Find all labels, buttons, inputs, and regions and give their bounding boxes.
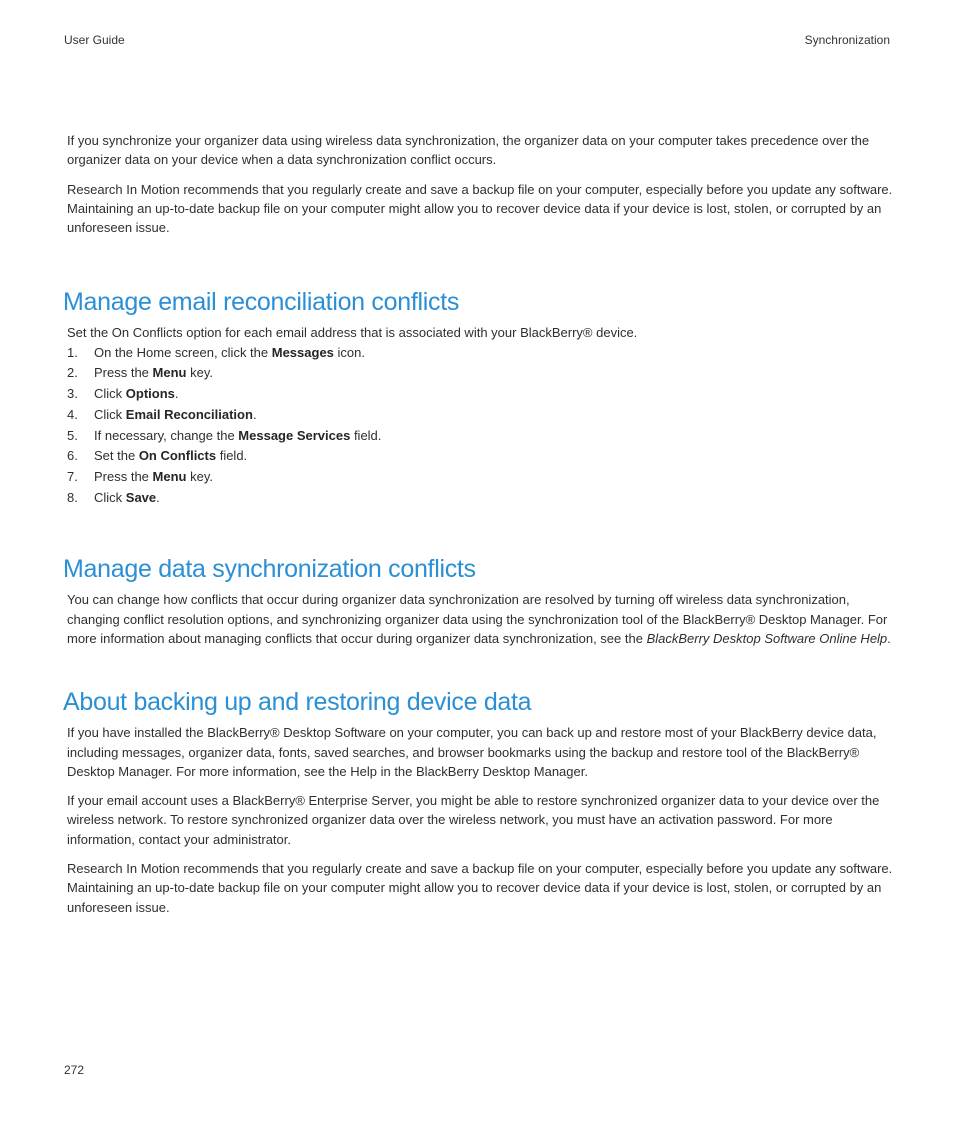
ui-element-name: Options	[125, 386, 175, 402]
step-text: Press the	[94, 365, 153, 381]
step-number: 6.	[67, 448, 78, 464]
backup-paragraph-2: If your email account uses a BlackBerry® Enterprise Server, you might be able to restore synchronized organizer data to your device over the wireless network. To restore synchronized organizer data over the wireless network, you must have an activation password. For more information, contact your administrator.	[67, 793, 880, 847]
list-item	[67, 426, 893, 447]
backup-paragraph-1: If you have installed the BlackBerry® Desktop Software on your computer, you can back up and restore most of your BlackBerry device data, including messages, organizer data, fonts, saved searches, and browser bookmarks using the backup and restore tool of the BlackBerry® Desktop Manager. For more information, see the Help in the BlackBerry Desktop Manager.	[67, 725, 877, 779]
email-steps-list	[67, 343, 893, 509]
ui-element-name: Menu	[152, 365, 187, 381]
header-guide-title: User Guide	[64, 33, 125, 47]
intro-paragraph-2: Research In Motion recommends that you regularly create and save a backup file on your computer, especially before you update any software. Maintaining an up-to-date backup file on your computer might allow you to recover device data if your device is lost, stolen, or corrupted by an unforeseen issue.	[67, 181, 893, 236]
list-item	[67, 363, 893, 384]
step-text: key.	[186, 365, 213, 381]
help-reference: BlackBerry Desktop Software Online Help	[646, 631, 888, 646]
step-text: Click	[94, 406, 126, 422]
step-number: 2.	[67, 365, 78, 381]
backup-paragraph-3: Research In Motion recommends that you regularly create and save a backup file on your computer, especially before you update any software. Maintaining an up-to-date backup file on your computer might allow you to recover device data if your device is lost, stolen, or corrupted by an unforeseen issue.	[67, 861, 893, 915]
ui-element-name: Email Reconciliation	[125, 406, 253, 422]
step-number: 3.	[67, 386, 78, 402]
list-item	[67, 446, 893, 467]
step-text: icon.	[333, 344, 365, 360]
section-title-backup-restore: About backing up and restoring device data	[63, 688, 532, 717]
header-chapter-title: Synchronization	[804, 33, 890, 47]
step-text: Press the	[94, 469, 153, 484]
list-item	[67, 488, 893, 509]
email-section-intro: Set the On Conflicts option for each email address that is associated with your BlackBerry® device.	[67, 325, 638, 341]
step-text: Set the	[94, 448, 139, 464]
list-item	[67, 467, 893, 488]
list-item	[67, 343, 893, 364]
data-sync-text: You can change how conflicts that occur during organizer data synchronization are resolved by turning off wireless data synchronization, changing conflict resolution options, and synchronizing organizer data using the synchronization tool of the BlackBerry® Desktop Manager. For more information about managing conflicts that occur during organizer data synchronization, see the	[67, 592, 888, 646]
step-text: field.	[350, 427, 382, 443]
ui-element-name: Message Services	[238, 427, 351, 443]
section-title-email-reconciliation: Manage email reconciliation conflicts	[63, 288, 460, 317]
step-number: 8.	[67, 489, 78, 505]
intro-paragraph-1: If you synchronize your organizer data using wireless data synchronization, the organizer data on your computer takes precedence over the organizer data on your device when a data synchronization conflict occurs.	[67, 133, 870, 168]
step-text: .	[156, 489, 160, 505]
running-header	[64, 33, 890, 49]
step-number: 5.	[67, 427, 78, 443]
ui-element-name: Messages	[271, 344, 334, 360]
ui-element-name: Save	[125, 489, 157, 505]
step-text: key.	[186, 469, 213, 484]
list-item	[67, 384, 893, 405]
section-title-data-sync-conflicts: Manage data synchronization conflicts	[63, 555, 476, 584]
step-text: If necessary, change the	[94, 427, 239, 443]
data-sync-paragraph	[67, 590, 893, 648]
ui-element-name: Menu	[152, 469, 187, 484]
step-text: field.	[216, 448, 248, 464]
step-number: 7.	[67, 469, 78, 484]
step-text: Click	[94, 489, 126, 505]
list-item	[67, 405, 893, 426]
step-number: 4.	[67, 406, 78, 422]
page-content	[63, 131, 893, 927]
step-text: .	[174, 386, 179, 402]
data-sync-text-end: .	[887, 631, 891, 646]
step-text: Click	[94, 386, 126, 402]
page-number: 272	[64, 1063, 85, 1077]
ui-element-name: On Conflicts	[138, 448, 217, 464]
step-text: .	[252, 406, 257, 422]
step-text: On the Home screen, click the	[94, 344, 272, 360]
step-number: 1.	[67, 344, 78, 360]
